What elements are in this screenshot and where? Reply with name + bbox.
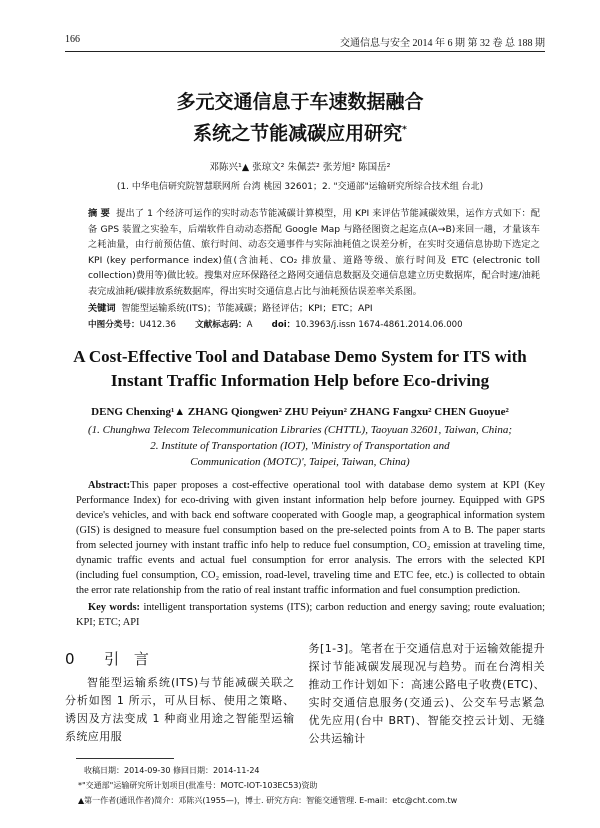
english-affiliation — [40, 422, 560, 470]
section-number: 0 — [65, 650, 75, 669]
title-line: 多元交通信息于车速数据融合 — [176, 91, 424, 113]
footnote-funding: *"交通部"运输研究所计划项目(批准号：MOTC-IOT-103EC53)资助 — [78, 781, 318, 791]
journal-info: 交通信息与安全 2014 年 6 期 第 32 卷 总 188 期 — [340, 38, 545, 49]
footnote-author: ▲第一作者(通讯作者)简介：邓陈兴(1955—)，博士. 研究方向：智能交通管理. E-mail：etc@cht.com.tw — [78, 796, 458, 806]
abstract-label: Abstract: — [88, 480, 131, 492]
page-number: 166 — [65, 34, 80, 45]
english-title — [40, 345, 560, 393]
keywords-text: 智能型运输系统(ITS)；节能减碳；路径评估；KPI；ETC；API — [121, 303, 373, 315]
title-line: Instant Traffic Information Help before Eco-driving — [110, 371, 490, 391]
body-columns — [65, 640, 545, 748]
chinese-authors: 邓陈兴¹▲ 张琼文² 朱佩芸² 张芳旭² 陈国岳² — [209, 162, 391, 174]
abstract-text: This paper proposes a cost-effective operational tool with database demo system at KPI (Key Performance Index) for eco-driving with given instant information help before journey. Equipped with GPS device's vehicles, and with back end software cooperated with Google map, a geographical information system (GIS) is designed to measure fuel consumption based on the pre-selected points from A to B. The paper starts from selected journey with instant traffic info help to reduce fuel consumption, CO₂ emission at traveling time, dynamic traffic events and actual fuel consumption for error analysis. The errors with the selected KPI (including fuel consumption, CO₂ emission, road-level, traveling time and ETC fee, etc.) is collected to obtain the error rate relationship from the ratio of real instant traffic information and fuel consumption prediction. — [76, 480, 545, 597]
clc-label: 中图分类号： — [88, 319, 140, 330]
chinese-title — [40, 88, 560, 147]
chinese-keywords — [88, 301, 540, 317]
left-column-wrap — [65, 640, 295, 746]
running-header — [65, 34, 545, 52]
clc-value: U412.36 — [139, 319, 176, 330]
footnote-divider — [76, 758, 174, 759]
title-line: 系统之节能减碳应用研究 — [193, 122, 403, 145]
abstract-text: 提出了 1 个经济可运作的实时动态节能减碳计算模型，用 KPI 来评估节能减碳效果，运作方式如下：配备 GPS 装置之实验车，后端软件自动动态搭配 Google Map 与路径图资之起迄点(A→B)来回一趟，才量该车之耗油量，由行前预估值、旅行时间、动态交通事件与实际油耗值之误差分析，在实时交通信息协助下选定之 KPI (key performance index)值(含油耗、CO₂ 排放量、道路等级、旅行时间及 ETC (electronic toll collection)费用等)做比较。搜集对应环保路径之路网交通信息数据及交通信息建立历史数据库，配合时速/油耗表完成油耗/碳排放系统数据库，得出实时交通信息占比与油耗预估误差率关系图。 — [88, 208, 541, 297]
footnote-dates: 收稿日期：2014-09-30 修回日期：2014-11-24 — [84, 766, 260, 776]
affiliation-line: 2. Institute of Transportation (IOT), 'Ministry of Transportation and — [150, 440, 450, 453]
english-keywords — [76, 600, 545, 630]
body-right-column: 务[1-3]。笔者在于交通信息对于运输效能提升探讨节能减碳发展现况与趋势。而在台湾相关推动工作计划如下：高速公路电子收费(ETC)、实时交通信息服务(交通云)、公交车号志紧急优先应用(台中 BRT)、智能交控云计划、无缝公共运输计 — [308, 642, 545, 746]
chinese-affiliation: (1. 中华电信研究院智慧联网所 台湾 桃园 32601；2. "交通部"运输研究所综合技术组 台北) — [116, 182, 484, 193]
affiliation-line: Communication (MOTC)', Taipei, Taiwan, China) — [190, 456, 410, 469]
right-column-wrap — [309, 640, 546, 748]
english-abstract — [76, 478, 545, 598]
doi-value: 10.3963/j.issn 1674-4861.2014.06.000 — [295, 319, 463, 330]
title-footnote-mark: * — [402, 125, 407, 135]
chinese-abstract — [88, 206, 540, 299]
keywords-label: 关键词 — [88, 303, 116, 315]
title-line: A Cost-Effective Tool and Database Demo System for ITS with — [73, 347, 527, 367]
english-authors: DENG Chenxing¹▲ ZHANG Qiongwen² ZHU Peiyun² ZHANG Fangxu² CHEN Guoyue² — [91, 406, 509, 419]
keywords-text: intelligent transportation systems (ITS); carbon reduction and energy saving; route evaluation; KPI; ETC; API — [76, 602, 545, 629]
doi-label: doi： — [271, 319, 296, 330]
classification-line — [88, 318, 540, 334]
section-heading — [65, 648, 295, 670]
section-title: 引 言 — [104, 650, 149, 669]
keywords-label: Key words: — [88, 602, 141, 614]
doc-code-value: A — [246, 319, 253, 330]
body-left-column: 智能型运输系统(ITS)与节能减碳关联之分析如图 1 所示，可从目标、使用之策略、诱因及方法变成 1 种商业用途之智能型运输系统应用服 — [65, 676, 295, 744]
abstract-label: 摘 要 — [88, 208, 110, 220]
doc-code-label: 文献标志码： — [195, 319, 247, 330]
affiliation-line: (1. Chunghwa Telecom Telecommunication Libraries (CHTTL), Taoyuan 32601, Taiwan, China; — [87, 424, 513, 437]
